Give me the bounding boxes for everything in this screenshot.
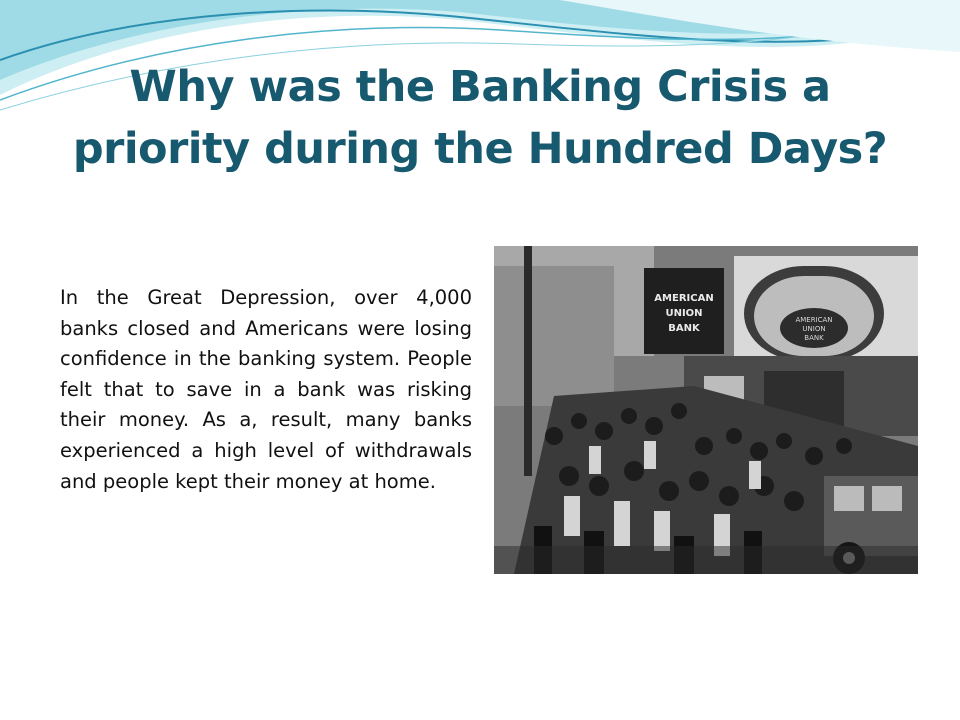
bank-window-line-1: AMERICAN [795, 316, 833, 324]
bank-sign-line-3: BANK [668, 323, 700, 334]
bank-run-photo-drawing [494, 246, 918, 574]
slide-title: Why was the Banking Crisis a priority during the Hundred Days? [72, 62, 888, 174]
body-paragraph: In the Great Depression, over 4,000 banks closed and Americans were losing confidence in the banking system. People felt that to save in a bank was risking their money. As a, result, many banks experienced a high level of withdrawals and people kept their money at home. [60, 286, 472, 493]
bank-window-line-2: UNION [802, 325, 826, 333]
bank-sign-line-1: AMERICAN [654, 293, 714, 304]
bank-sign-line-2: UNION [665, 308, 703, 319]
bank-window-line-3: BANK [804, 334, 824, 342]
bank-run-photo [494, 246, 918, 574]
